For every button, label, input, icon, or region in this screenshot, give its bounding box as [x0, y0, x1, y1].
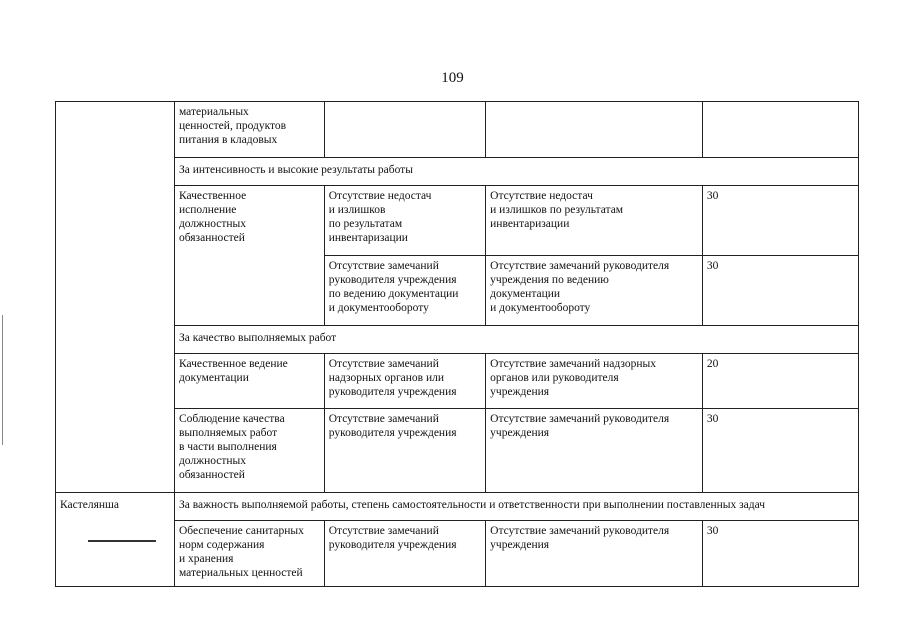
- section-row: [56, 493, 859, 521]
- condition-cell: Отсутствие замечаний руководителя учреждения: [324, 409, 485, 493]
- signature-mark: [88, 540, 156, 542]
- criterion-cell: Качественное ведение документации: [174, 354, 324, 409]
- table-row: [56, 102, 859, 158]
- section-heading: За интенсивность и высокие результаты работы: [174, 158, 858, 186]
- page-number: 109: [441, 70, 464, 86]
- criterion-cell: Качественное исполнение должностных обязанностей: [174, 186, 324, 326]
- points-cell: 30: [702, 186, 858, 256]
- indicator-cell: [486, 102, 703, 158]
- section-row: [56, 326, 859, 354]
- section-heading: За качество выполняемых работ: [174, 326, 858, 354]
- indicator-cell: Отсутствие замечаний руководителя учреждения по ведению документации и документообороту: [486, 256, 703, 326]
- section-heading: За важность выполняемой работы, степень самостоятельности и ответственности при выполнении поставленных задач: [174, 493, 858, 521]
- indicator-cell: Отсутствие замечаний руководителя учреждения: [486, 521, 703, 587]
- position-cell: Кастелянша: [56, 493, 175, 587]
- table-row: [56, 354, 859, 409]
- condition-cell: Отсутствие замечаний руководителя учреждения: [324, 521, 485, 587]
- scan-edge-artifact: [2, 315, 3, 445]
- points-cell: 30: [702, 409, 858, 493]
- table-row: [56, 521, 859, 587]
- table-row: [56, 186, 859, 256]
- criterion-cell: Обеспечение санитарных норм содержания и хранения материальных ценностей: [174, 521, 324, 587]
- indicator-cell: Отсутствие замечаний руководителя учреждения: [486, 409, 703, 493]
- criteria-table: [55, 101, 859, 587]
- condition-cell: Отсутствие замечаний руководителя учреждения по ведению документации и документообороту: [324, 256, 485, 326]
- condition-cell: Отсутствие замечаний надзорных органов или руководителя учреждения: [324, 354, 485, 409]
- indicator-cell: Отсутствие недостач и излишков по результатам инвентаризации: [486, 186, 703, 256]
- points-cell: 30: [702, 521, 858, 587]
- table-row: [56, 409, 859, 493]
- condition-cell: Отсутствие недостач и излишков по результатам инвентаризации: [324, 186, 485, 256]
- points-cell: 20: [702, 354, 858, 409]
- section-row: [56, 158, 859, 186]
- points-cell: [702, 102, 858, 158]
- points-cell: 30: [702, 256, 858, 326]
- criterion-cell: материальных ценностей, продуктов питания в кладовых: [174, 102, 324, 158]
- criterion-cell: Соблюдение качества выполняемых работ в части выполнения должностных обязанностей: [174, 409, 324, 493]
- position-cell: [56, 102, 175, 493]
- condition-cell: [324, 102, 485, 158]
- indicator-cell: Отсутствие замечаний надзорных органов или руководителя учреждения: [486, 354, 703, 409]
